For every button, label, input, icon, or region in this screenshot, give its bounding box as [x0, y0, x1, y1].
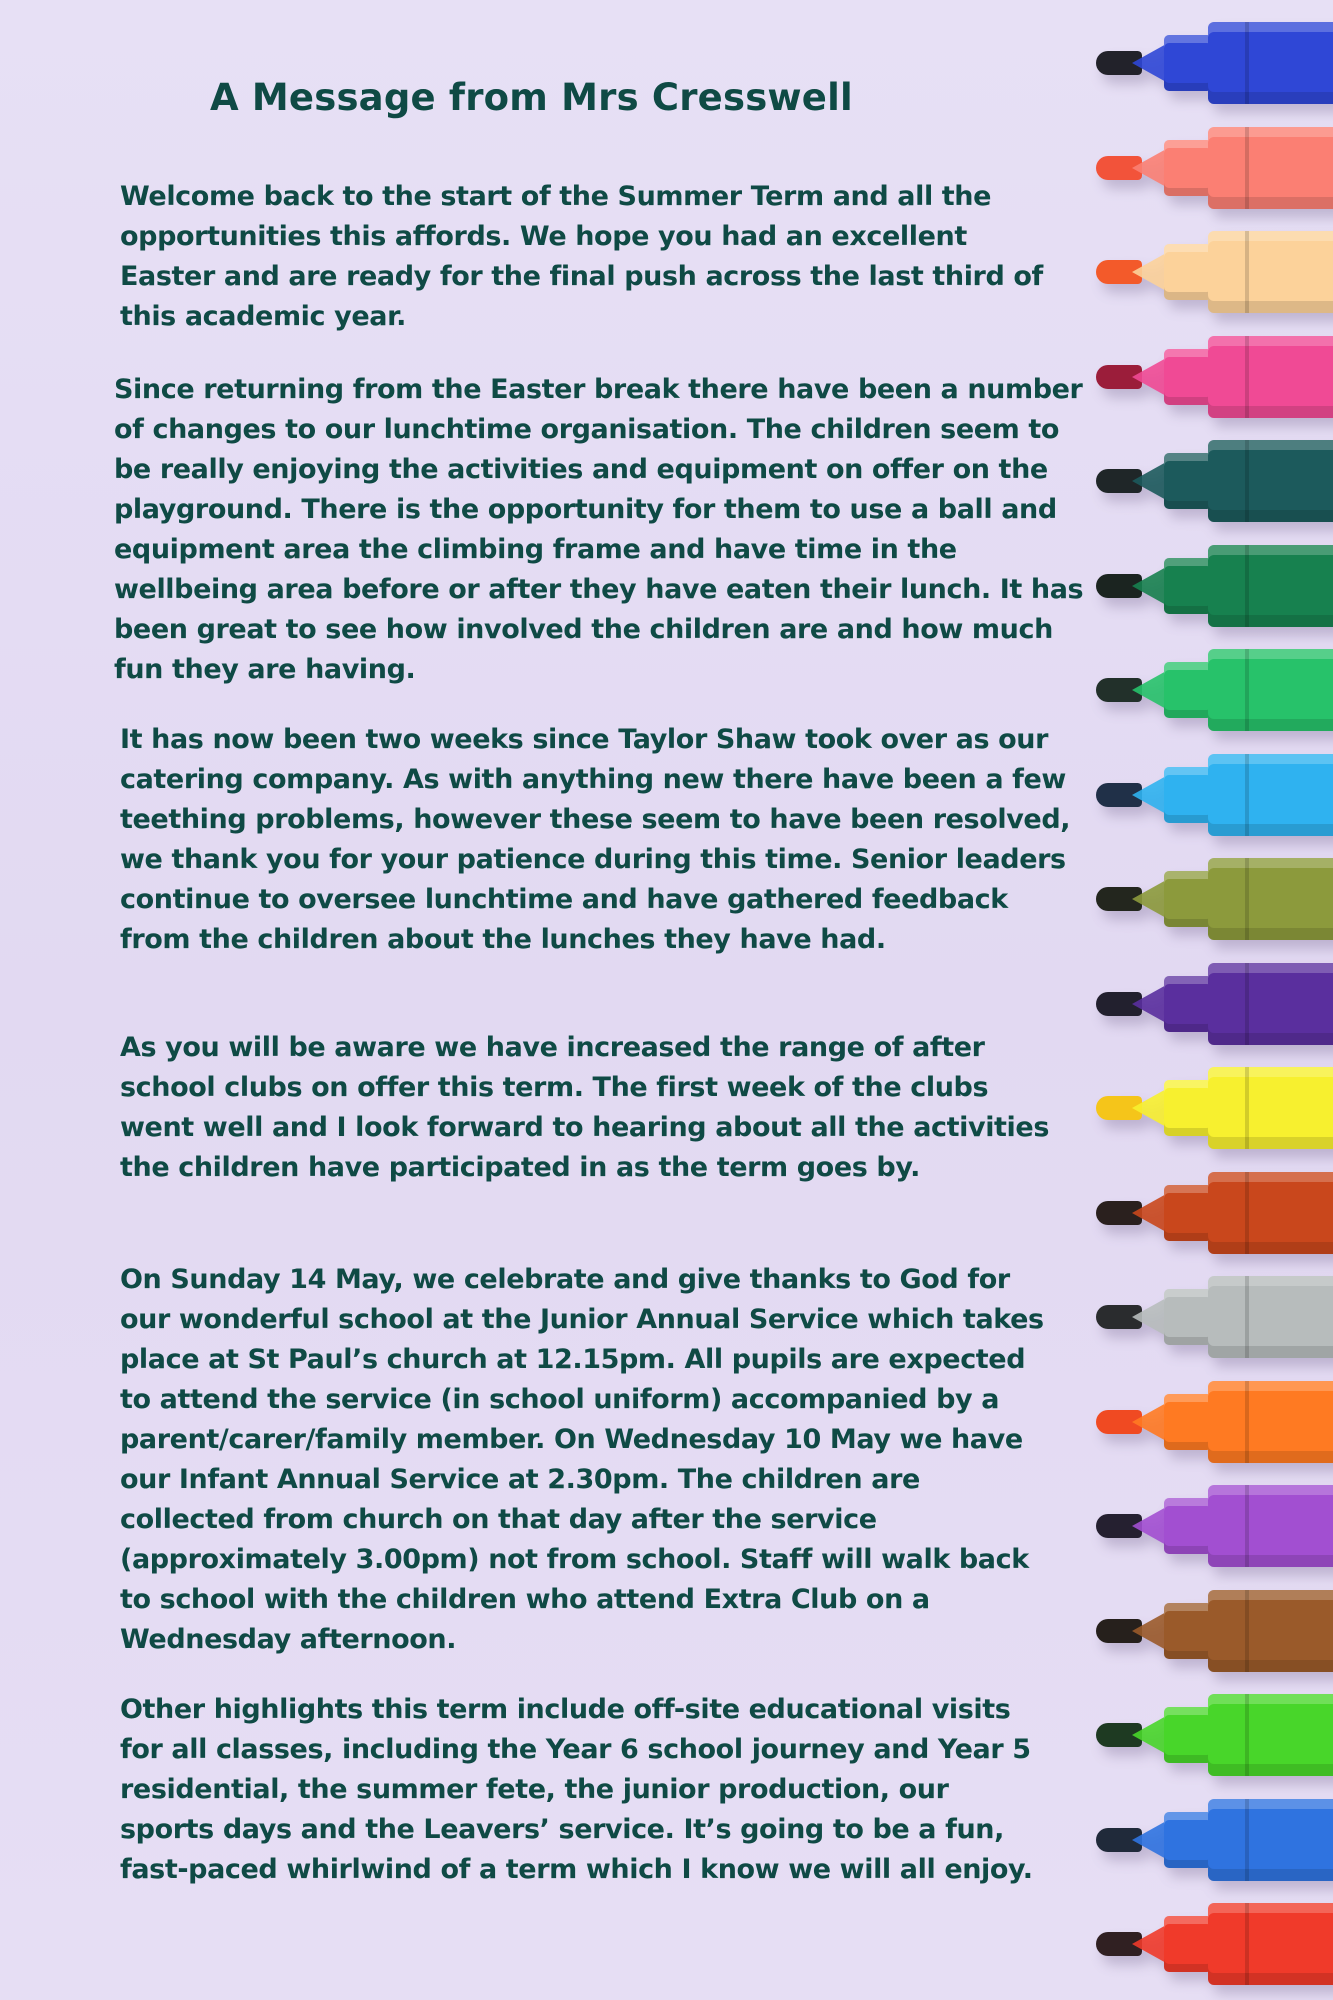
marker-cap [1208, 1381, 1333, 1463]
marker-cap-ring [1245, 22, 1249, 104]
marker-collar [1164, 976, 1212, 1032]
marker-cone [1132, 148, 1168, 188]
marker-cap-ring [1245, 1590, 1249, 1672]
marker-cone [1132, 1924, 1168, 1964]
marker-cap [1208, 231, 1333, 313]
marker-collar [1164, 1603, 1212, 1659]
marker-cone [1132, 1611, 1168, 1651]
marker-collar [1164, 767, 1212, 823]
marker-cone [1132, 1506, 1168, 1546]
marker-collar [1164, 1080, 1212, 1136]
marker-cap [1208, 1590, 1333, 1672]
page-title: A Message from Mrs Cresswell [210, 76, 853, 119]
marker-cap-ring [1245, 545, 1249, 627]
marker-cap [1208, 22, 1333, 104]
marker-cap [1208, 1485, 1333, 1567]
marker-cap [1208, 858, 1333, 940]
marker-collar [1164, 1289, 1212, 1345]
marker-cone [1132, 566, 1168, 606]
marker-cap-ring [1245, 1381, 1249, 1463]
marker-cap-ring [1245, 649, 1249, 731]
marker-cone [1132, 252, 1168, 292]
marker-cap-ring [1245, 440, 1249, 522]
paragraph-annual-service: On Sunday 14 May, we celebrate and give thanks to God for our wonderful school at the Junior Annual Service which takes place at St Paul’s church at 12.15pm. All pupils are expected to attend the service (in school uniform) accompanied by a parent/carer/family member. On Wednesday 10 May we have our Infant Annual Service at 2.30pm. The children are collected from church on that day after the service (approximately 3.00pm) not from school. Staff will walk back to school with the children who attend Extra Club on a Wednesday afternoon. [120, 1264, 1044, 1655]
marker-cone [1132, 1088, 1168, 1128]
marker-cap-ring [1245, 858, 1249, 940]
marker-collar [1164, 662, 1212, 718]
marker-cap [1208, 1276, 1333, 1358]
marker-cap [1208, 1067, 1333, 1149]
paragraph-catering: It has now been two weeks since Taylor Shaw took over as our catering company. As with anything new there have been a few teething problems, however these seem to have been resolved, we thank you for your patience during this time. Senior leaders continue to oversee lunchtime and have gathered feedback from the children about the lunches they have had. [120, 724, 1071, 955]
lime-marker-icon [1080, 1694, 1333, 1774]
marker-cap [1208, 963, 1333, 1045]
mint-green-marker-icon [1080, 649, 1333, 729]
marker-cap-ring [1245, 1067, 1249, 1149]
marker-cone [1132, 1402, 1168, 1442]
marker-cap-ring [1245, 754, 1249, 836]
yellow-marker-icon [1080, 1067, 1333, 1147]
marker-cap [1208, 127, 1333, 209]
marker-cap-ring [1245, 1485, 1249, 1567]
sky-blue-marker-icon [1080, 754, 1333, 834]
marker-collar [1164, 349, 1212, 405]
marker-cap-ring [1245, 1694, 1249, 1776]
paragraph-clubs: As you will be aware we have increased the range of after school clubs on offer this term. The first week of the clubs went well and I look forward to hearing about all the activities the children have participated in as the term goes by. [120, 1032, 1049, 1183]
marker-cone [1132, 1715, 1168, 1755]
marker-collar [1164, 453, 1212, 509]
marker-cap [1208, 1799, 1333, 1881]
marker-collar [1164, 244, 1212, 300]
rust-marker-icon [1080, 1172, 1333, 1252]
green-marker-icon [1080, 545, 1333, 625]
marker-cone [1132, 879, 1168, 919]
teal-marker-icon [1080, 440, 1333, 520]
marker-cap [1208, 1694, 1333, 1776]
salmon-marker-icon [1080, 127, 1333, 207]
marker-cap [1208, 1903, 1333, 1985]
olive-marker-icon [1080, 858, 1333, 938]
marker-cap-ring [1245, 963, 1249, 1045]
marker-cap-ring [1245, 1799, 1249, 1881]
marker-cone [1132, 1193, 1168, 1233]
marker-pens-border [1080, 0, 1333, 2000]
marker-cap-ring [1245, 127, 1249, 209]
red-marker-icon [1080, 1903, 1333, 1983]
marker-collar [1164, 1185, 1212, 1241]
marker-cap-ring [1245, 231, 1249, 313]
marker-cap [1208, 754, 1333, 836]
marker-collar [1164, 140, 1212, 196]
marker-cap-ring [1245, 1172, 1249, 1254]
paragraph-lunchtime: Since returning from the Easter break there have been a number of changes to our lunchtime organisation. The children seem to be really enjoying the activities and equipment on offer on the playground. There is the opportunity for them to use a ball and equipment area the climbing frame and have time in the wellbeing area before or after they have eaten their lunch. It has been great to see how involved the children are and how much fun they are having. [114, 374, 1084, 685]
marker-cap [1208, 440, 1333, 522]
marker-cone [1132, 1297, 1168, 1337]
marker-collar [1164, 1707, 1212, 1763]
marker-cap-ring [1245, 1276, 1249, 1358]
marker-cone [1132, 357, 1168, 397]
marker-cap [1208, 1172, 1333, 1254]
paragraph-welcome: Welcome back to the start of the Summer Term and all the opportunities this affords. We hope you had an excellent Easter and are ready for the final push across the last third of this academic year. [120, 181, 1043, 332]
marker-cap [1208, 336, 1333, 418]
brown-marker-icon [1080, 1590, 1333, 1670]
marker-collar [1164, 35, 1212, 91]
marker-cap-ring [1245, 336, 1249, 418]
peach-marker-icon [1080, 231, 1333, 311]
marker-cone [1132, 461, 1168, 501]
marker-cone [1132, 1820, 1168, 1860]
blue-marker-icon [1080, 22, 1333, 102]
marker-cone [1132, 43, 1168, 83]
marker-collar [1164, 1812, 1212, 1868]
paragraph-highlights: Other highlights this term include off-site educational visits for all classes, including the Year 6 school journey and Year 5 residential, the summer fete, the junior production, our sports days and the Leavers’ service. It’s going to be a fun, fast-paced whirlwind of a term which I know we will all enjoy. [120, 1694, 1033, 1885]
marker-cone [1132, 775, 1168, 815]
marker-cap [1208, 649, 1333, 731]
grey-marker-icon [1080, 1276, 1333, 1356]
purple-marker-icon [1080, 963, 1333, 1043]
pink-marker-icon [1080, 336, 1333, 416]
marker-cone [1132, 984, 1168, 1024]
marker-collar [1164, 1394, 1212, 1450]
marker-cone [1132, 670, 1168, 710]
marker-cap [1208, 545, 1333, 627]
marker-cap-ring [1245, 1903, 1249, 1985]
marker-collar [1164, 558, 1212, 614]
orange-marker-icon [1080, 1381, 1333, 1461]
marker-collar [1164, 1916, 1212, 1972]
marker-collar [1164, 1498, 1212, 1554]
violet-marker-icon [1080, 1485, 1333, 1565]
marker-collar [1164, 871, 1212, 927]
royal-blue-marker-icon [1080, 1799, 1333, 1879]
